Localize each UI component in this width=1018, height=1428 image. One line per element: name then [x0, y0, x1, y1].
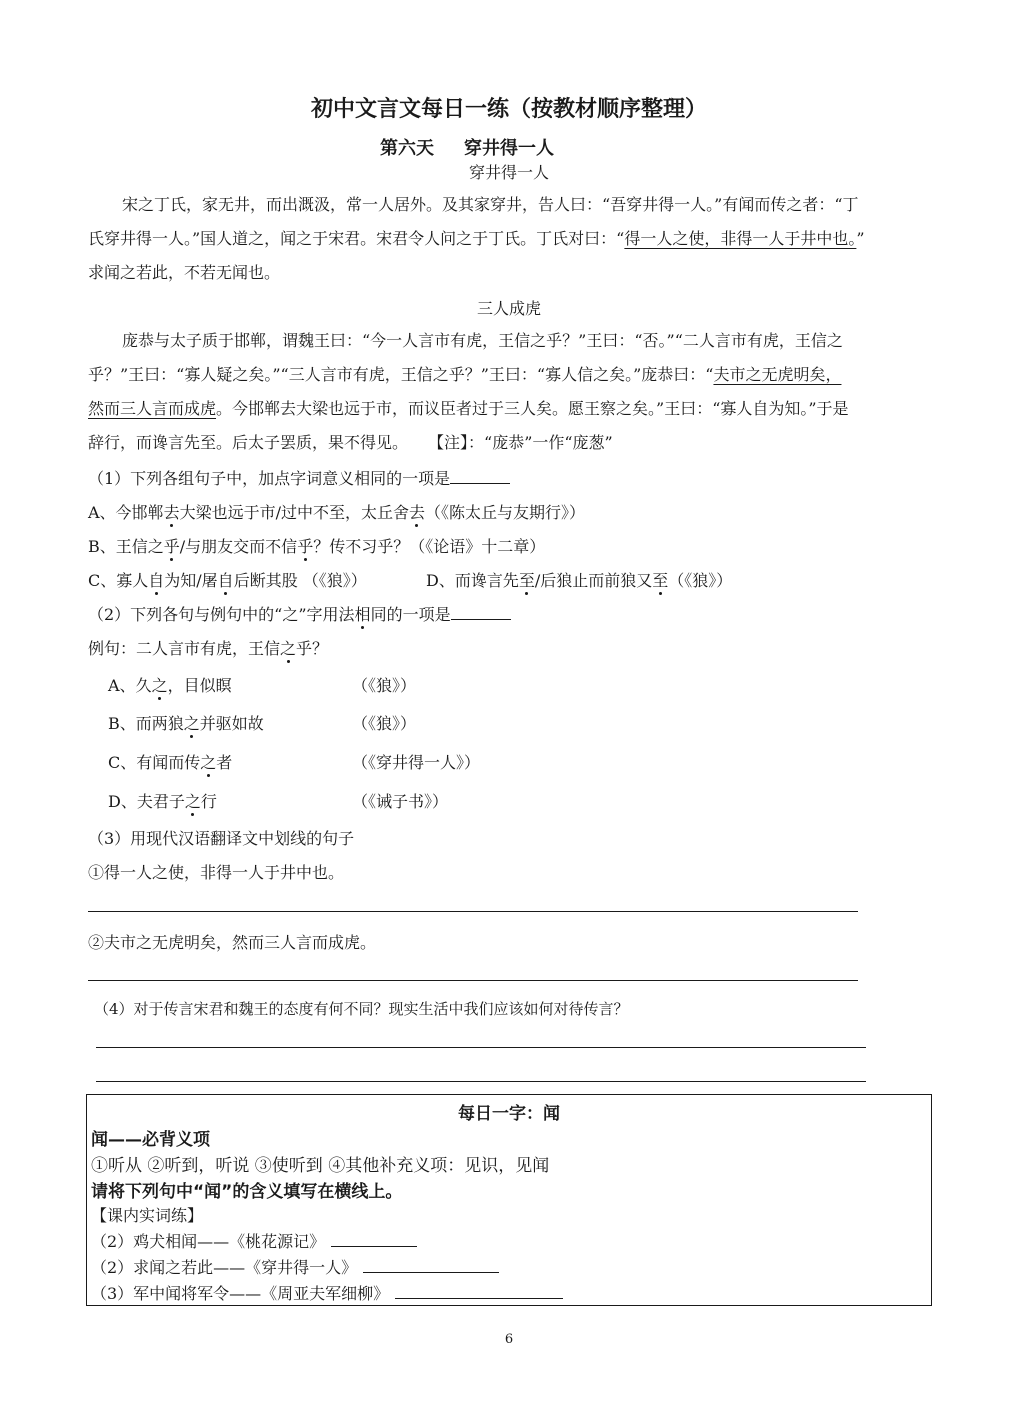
question-3-sentence-2: ②夫市之无虎明矣，然而三人言而成虎。	[88, 933, 377, 952]
passage1-line2-text: 氏穿井得一人。”国人道之，闻之于宋君。宋君令人问之于丁氏。丁氏对曰：“	[88, 229, 625, 248]
question-1-option-a: A、今邯郸去大梁也远于市/过中不至，太丘舍去（《陈太丘与友期行》）	[88, 503, 586, 522]
dotted-char: 之	[151, 676, 168, 695]
question-1-option-b: B、王信之乎/与朋友交而不信乎？传不习乎？（《论语》十二章）	[88, 537, 546, 556]
dotted-char: 至	[652, 571, 669, 590]
daily-word-instruction: 请将下列句中“闻”的含义填写在横线上。	[91, 1182, 403, 1202]
daily-word-title: 每日一字：闻	[458, 1104, 560, 1124]
practice-item-1: （2）鸡犬相闻——《桃花源记》	[91, 1229, 417, 1252]
underlined-sentence-1: 得一人之使，非得一人于井中也。	[624, 229, 857, 248]
question-4-stem: （4）对于传言宋君和魏王的态度有何不同？现实生活中我们应该如何对待传言？	[94, 1000, 629, 1018]
passage2-title: 三人成虎	[476, 299, 541, 318]
dotted-char: 去	[408, 503, 425, 522]
passage2-line1: 庞恭与太子质于邯郸，谓魏王曰：“今一人言市有虎，王信之乎？”王曰：“否。”“二人言市有虎，王信之	[122, 331, 843, 350]
passage2-line4-text: 辞行，而谗言先至。后太子罢质，果不得见。	[88, 433, 409, 452]
answer-line-4-2[interactable]	[96, 1081, 866, 1082]
daily-word-heading: 闻——必背义项	[91, 1130, 210, 1150]
dotted-char: 自	[217, 571, 234, 590]
dotted-char: 之	[184, 792, 201, 811]
daily-word-section: 【课内实词练】	[91, 1206, 204, 1225]
question-3-sentence-1: ①得一人之使，非得一人于井中也。	[88, 863, 345, 882]
dotted-char: 自	[148, 571, 165, 590]
question-2-option-a: A、久之，目似瞑	[108, 676, 232, 695]
question-2-option-c: C、有闻而传之者	[108, 753, 233, 772]
dotted-char: 至	[518, 571, 535, 590]
question-2-option-b: B、而两狼之并驱如故	[108, 714, 264, 733]
answer-line-4-1[interactable]	[96, 1047, 866, 1048]
question-2-option-d: D、夫君子之行	[108, 792, 217, 811]
answer-line-3-1[interactable]	[88, 911, 858, 912]
day-topic: 穿井得一人	[464, 138, 554, 159]
practice-blank-1[interactable]	[331, 1232, 417, 1247]
dotted-char: 乎	[297, 537, 314, 556]
passage2-line3-text: 。今邯郸去大梁也远于市，而议臣者过于三人矣。愿王察之矣。”王曰：“寡人自为知。”于是	[216, 399, 849, 418]
practice-item-3: （3）军中闻将军令——《周亚夫军细柳》	[91, 1281, 563, 1304]
practice-blank-2[interactable]	[363, 1258, 499, 1273]
passage2-line3	[88, 392, 849, 426]
passage2-line2-text: 乎？”王曰：“寡人疑之矣。”“三人言市有虎，王信之乎？”王曰：“寡人信之矣。”庞恭曰：“	[88, 365, 714, 384]
dotted-char: 之	[183, 714, 200, 733]
dotted-char: 去	[163, 503, 180, 522]
practice-item-2: （2）求闻之若此——《穿井得一人》	[91, 1255, 499, 1278]
question-2-option-a-source: （《狼》）	[352, 676, 417, 695]
closing-quote: ”	[856, 229, 865, 248]
underlined-sentence-2b: 然而三人言而成虎	[88, 399, 217, 418]
question-2-example: 例句：二人言市有虎，王信之乎？	[88, 639, 329, 658]
page-number: 6	[504, 1332, 514, 1347]
dotted-char: 相	[354, 605, 371, 624]
annotation-note: 【注】：“庞恭”一作“庞葱”	[436, 433, 613, 452]
question-1-option-d: D、而谗言先至/后狼止而前狼又至（《狼》）	[426, 571, 733, 590]
dotted-char: 乎	[163, 537, 180, 556]
underlined-sentence-2a: 夫市之无虎明矣，	[713, 365, 842, 384]
passage2-line4	[88, 426, 613, 460]
dotted-char: 之	[280, 639, 297, 658]
question-2-option-b-source: （《狼》）	[352, 714, 417, 733]
passage1-title: 穿井得一人	[468, 163, 549, 182]
passage1-line3: 求闻之若此，不若无闻也。	[88, 263, 281, 282]
question-2-option-c-source: （《穿井得一人》）	[352, 753, 481, 772]
question-2-option-d-source: （《诫子书》）	[352, 792, 449, 811]
answer-blank-2[interactable]	[451, 605, 511, 620]
page-title: 初中文言文每日一练（按教材顺序整理）	[310, 97, 707, 122]
day-label: 第六天	[380, 138, 434, 159]
answer-line-3-2[interactable]	[88, 980, 858, 981]
passage1-line2	[88, 222, 865, 256]
practice-blank-3[interactable]	[395, 1284, 563, 1299]
daily-word-box	[86, 1094, 932, 1306]
day-title	[380, 134, 554, 160]
passage2-line2	[88, 358, 841, 392]
passage1-line1: 宋之丁氏，家无井，而出溉汲，常一人居外。及其家穿井，告人曰：“吾穿井得一人。”有闻而传之者：“丁	[122, 195, 859, 214]
question-1-stem	[88, 466, 510, 489]
question-3-stem: （3）用现代汉语翻译文中划线的句子	[88, 829, 355, 848]
dotted-char: 之	[200, 753, 217, 772]
question-1-option-c: C、寡人自为知/屠自后断其股 （《狼》）	[88, 571, 367, 590]
daily-word-meanings: ①听从 ②听到，听说 ③使听到 ④其他补充义项：见识，见闻	[91, 1156, 550, 1176]
question-2-stem: （2）下列各句与例句中的“之”字用法相同的一项是	[88, 602, 511, 625]
question-1-text: （1）下列各组句子中，加点字词意义相同的一项是	[88, 469, 451, 488]
answer-blank-1[interactable]	[450, 469, 510, 484]
